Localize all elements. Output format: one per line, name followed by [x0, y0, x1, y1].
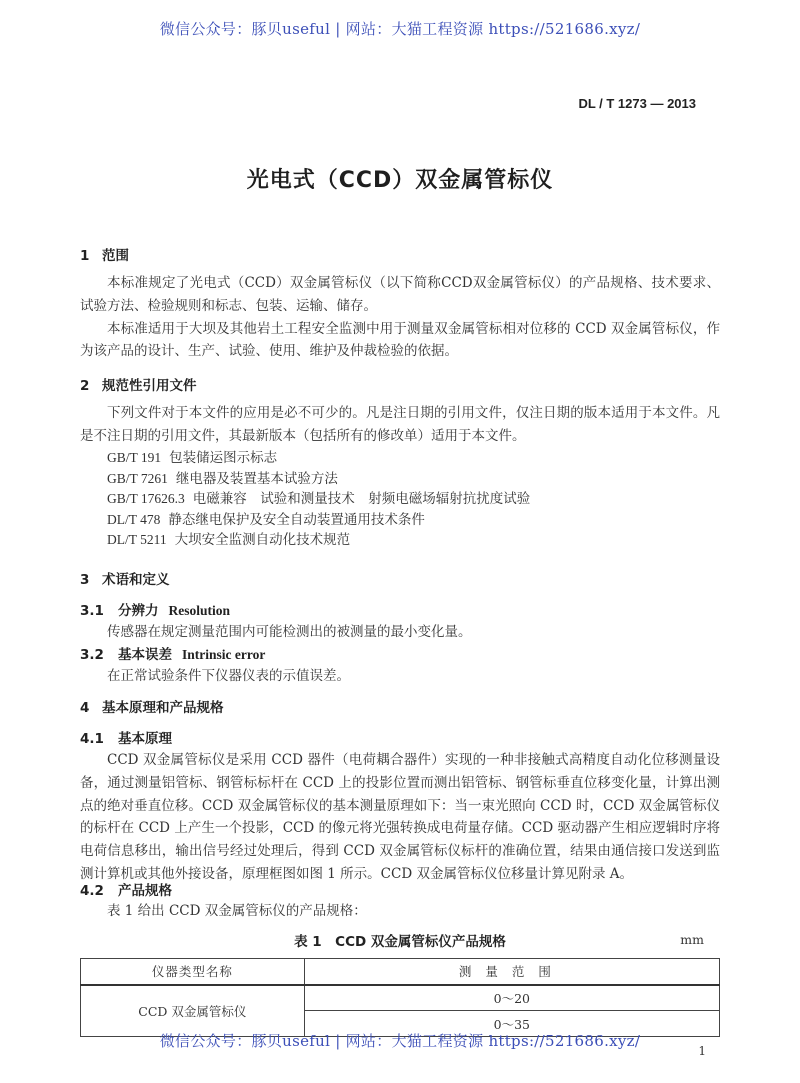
paragraph: 下列文件对于本文件的应用是必不可少的。凡是注日期的引用文件，仅注日期的版本适用于本文件。凡是不注日期的引用文件，其最新版本（包括所有的修改单）适用于本文件。 [80, 405, 720, 444]
section-2-heading [80, 374, 720, 394]
table-header-row [81, 959, 720, 985]
table-cell: 0～20 [304, 985, 719, 1011]
section-number: 2 [80, 378, 90, 394]
section-title: 基本原理和产品规格 [102, 700, 224, 716]
reference-item [80, 489, 720, 510]
reference-code: DL/T 478 [107, 511, 161, 527]
reference-name: 电磁兼容 试验和测量技术 射频电磁场辐射抗扰度试验 [192, 491, 531, 507]
table-header-cell: 仪器类型名称 [81, 959, 305, 985]
table-unit: mm [680, 932, 704, 947]
term-cn: 分辨力 [118, 603, 159, 619]
document-title: 光电式（CCD）双金属管标仪 [246, 168, 554, 193]
paragraph: CCD 双金属管标仪是采用 CCD 器件（电荷耦合器件）实现的一种非接触式高精度自动化位移测量设备，通过测量铝管标、钢管标标杆在 CCD 上的投影位置而测出铝管标、钢管标垂直位移变化量，计算出测点的绝对垂直位移。CCD 双金属管标仪的基本测量原理如下：当一束光照向 CCD 时，CCD 双金属管标仪的标杆在 CCD 上产生一个投影，CCD 的像元将光强转换成电荷量存储。CCD 驱动器产生相应逻辑时序将电荷信息移出，输出信号经过处理后，得到 CCD 双金属管标仪标杆的准确位置，结果由通信接口发送到监测计算机或其他外接设备，原理框图如图 1 所示。CCD 双金属管标仪位移量计算见附录 A。 [80, 752, 720, 882]
paragraph: 本标准适用于大坝及其他岩土工程安全监测中用于测量双金属管标相对位移的 CCD 双金属管标仪，作为该产品的设计、生产、试验、使用、维护及仲裁检验的依据。 [80, 320, 720, 360]
section-2-body [80, 402, 720, 448]
page-number: 1 [698, 1044, 706, 1058]
table-row [81, 985, 720, 1011]
reference-item [80, 530, 720, 551]
term-definition: 传感器在规定测量范围内可能检测出的被测量的最小变化量。 [107, 624, 472, 640]
section-1-body [80, 272, 720, 363]
section-4-1 [80, 727, 720, 886]
section-title: 术语和定义 [102, 572, 170, 588]
reference-code: DL/T 5211 [107, 532, 167, 547]
subsection-number: 4.1 [80, 731, 104, 747]
watermark-bottom: 微信公众号：豚贝useful | 网站：大猫工程资源 https://521686.xyz/ [159, 1032, 641, 1050]
section-3-heading [80, 568, 720, 588]
section-4-heading [80, 696, 720, 716]
subsection-title: 基本原理 [118, 731, 172, 747]
reference-name: 继电器及装置基本试验方法 [175, 470, 338, 487]
reference-name: 包装储运图示标志 [169, 450, 278, 466]
paragraph: 本标准规定了光电式（CCD）双金属管标仪（以下简称CCD双金属管标仪）的产品规格、技术要求、试验方法、检验规则和标志、包装、运输、储存。 [80, 275, 720, 314]
reference-code: GB/T 17626.3 [107, 491, 185, 506]
term-en: Resolution [168, 603, 231, 618]
table-caption: 表 1 CCD 双金属管标仪产品规格 [294, 934, 506, 950]
reference-name: 大坝安全监测自动化技术规范 [174, 532, 351, 548]
reference-item [80, 510, 720, 531]
reference-item [80, 469, 720, 490]
subsection-number: 4.2 [80, 883, 104, 899]
table-header-cell: 测量范围 [304, 959, 719, 985]
reference-list [80, 448, 720, 551]
term-3-1 [80, 599, 720, 644]
term-en: Intrinsic error [182, 647, 266, 662]
section-number: 3 [80, 572, 90, 588]
paragraph: 表 1 给出 CCD 双金属管标仪的产品规格： [107, 903, 367, 919]
reference-name: 静态继电保护及安全自动装置通用技术条件 [168, 511, 425, 528]
term-number: 3.1 [80, 603, 104, 619]
table-cell: CCD 双金属管标仪 [81, 985, 305, 1037]
section-number: 1 [80, 248, 90, 264]
watermark-top: 微信公众号：豚贝useful | 网站：大猫工程资源 https://521686.xyz/ [159, 20, 641, 38]
term-3-2 [80, 643, 720, 688]
reference-code: GB/T 191 [107, 450, 162, 465]
standard-number: DL / T 1273 — 2013 [578, 96, 696, 111]
section-title: 规范性引用文件 [102, 378, 197, 394]
term-definition: 在正常试验条件下仪器仪表的示值误差。 [107, 668, 350, 684]
section-number: 4 [80, 700, 90, 716]
section-1-heading [80, 244, 720, 264]
term-number: 3.2 [80, 647, 104, 663]
table-cell: 0～35 [304, 1011, 719, 1037]
reference-item [80, 448, 720, 469]
term-cn: 基本误差 [118, 647, 172, 663]
reference-code: GB/T 7261 [107, 470, 168, 486]
subsection-title: 产品规格 [118, 883, 172, 899]
section-title: 范围 [102, 248, 129, 264]
section-4-2 [80, 879, 720, 923]
spec-table [80, 958, 720, 1037]
